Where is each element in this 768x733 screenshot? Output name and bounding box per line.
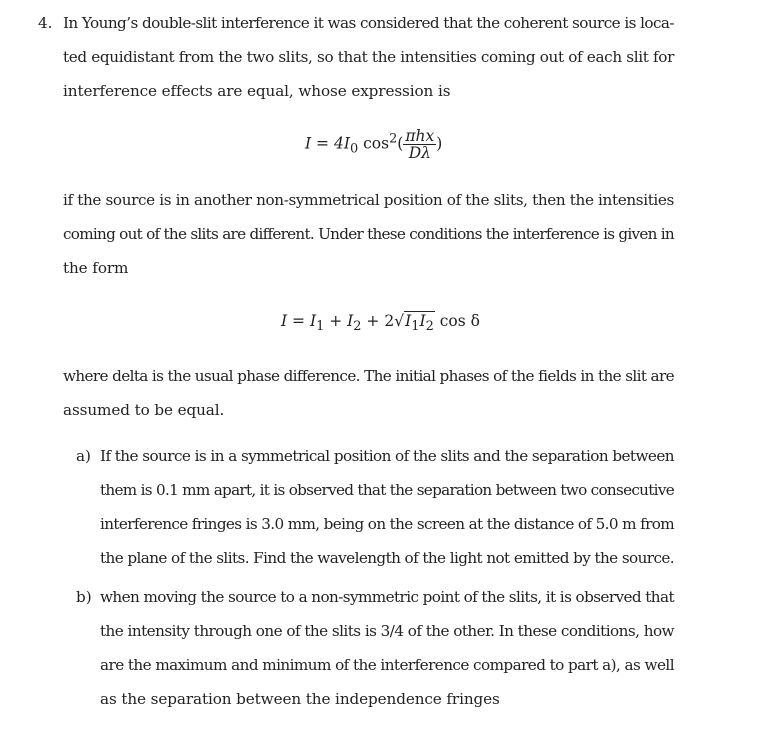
part-b-line-4: as the separation between the independence fringes xyxy=(100,690,500,708)
middle-line-2: coming out of the slits are different. Under these conditions the interference is given in xyxy=(63,225,674,243)
part-a-line-4: the plane of the slits. Find the wavelength of the light not emitted by the source. xyxy=(100,549,674,567)
part-b-line-1: when moving the source to a non-symmetric point of the slits, it is observed that xyxy=(100,588,674,606)
part-a-line-1: If the source is in a symmetrical position of the slits and the separation between xyxy=(100,447,674,465)
part-b-line-3: are the maximum and minimum of the interference compared to part a), as well xyxy=(100,656,674,674)
middle-line-1: if the source is in another non-symmetrical position of the slits, then the intensities xyxy=(63,191,674,209)
part-a-label: a) xyxy=(76,447,91,465)
part-b-label: b) xyxy=(76,588,92,606)
after-line-1: where delta is the usual phase difference. The initial phases of the fields in the slit are xyxy=(63,367,674,385)
after-line-2: assumed to be equal. xyxy=(63,401,225,419)
intro-line-2: ted equidistant from the two slits, so that the intensities coming out of each slit for xyxy=(63,48,674,66)
part-a-line-3: interference fringes is 3.0 mm, being on the screen at the distance of 5.0 m from xyxy=(100,515,674,533)
equation-intensity-symmetric: $I = 4I_0$ $\cos^2$( $\frac{\text{πhx}}{D\lambda}$ ) xyxy=(305,127,443,162)
equation-intensity-general: $I = I_1 + I_2 + 2√I_1I_2$ cos δ xyxy=(281,312,480,335)
part-a-line-2: them is 0.1 mm apart, it is observed that the separation between two consecutive xyxy=(100,481,674,499)
problem-number: 4. xyxy=(38,14,53,32)
intro-line-3: interference effects are equal, whose expression is xyxy=(63,82,451,100)
part-b-line-2: the intensity through one of the slits is 3/4 of the other. In these conditions, how xyxy=(100,622,674,640)
intro-line-1: In Young’s double-slit interference it was considered that the coherent source is loca- xyxy=(63,14,674,32)
middle-line-3: the form xyxy=(63,259,129,277)
